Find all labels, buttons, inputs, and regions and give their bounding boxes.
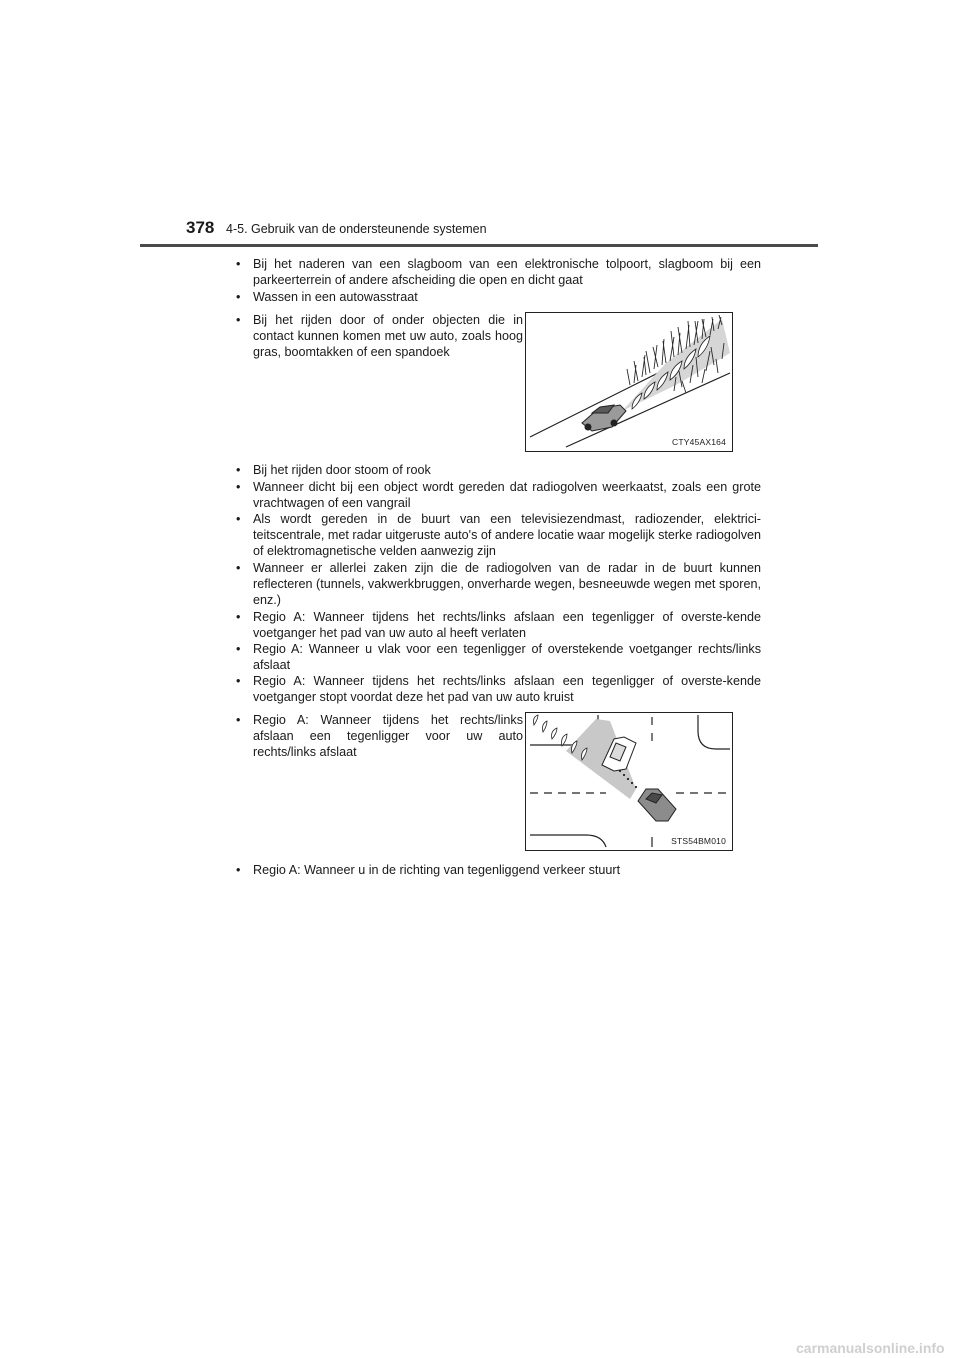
list-item: • Regio A: Wanneer tijdens het rechts/links afslaan een tegenligger of overste-kende voetganger het pad van uw auto al heeft verlaten: [236, 609, 761, 641]
header-rule: [140, 244, 818, 247]
list-item: • Regio A: Wanneer tijdens het rechts/links afslaan een tegenligger voor uw auto rechts/links afslaat: [236, 712, 523, 761]
intersection-turning-cars-illustration: [526, 713, 732, 850]
turn-figure: [525, 712, 733, 851]
list-item: • Bij het rijden door stoom of rook: [236, 462, 761, 478]
list-item: • Wassen in een autowasstraat: [236, 289, 761, 305]
list-item: • Als wordt gereden in de buurt van een televisiezendmast, radiozender, elektrici-teitscentrale, met radar uitgeruste auto's of andere locatie waar mogelijk sterke radiogolven of elektromagnetische velden aanwezig zijn: [236, 511, 761, 560]
list-item: • Bij het rijden door of onder objecten die in contact kunnen komen met uw auto, zoals hoog gras, boomtakken of een spandoek: [236, 312, 523, 361]
page-number: 378: [186, 218, 215, 237]
watermark: carmanualsonline.info: [796, 1340, 945, 1356]
list-item: • Regio A: Wanneer u vlak voor een tegenligger of overstekende voetganger rechts/links afslaat: [236, 641, 761, 673]
list-item: • Regio A: Wanneer u in de richting van tegenliggend verkeer stuurt: [236, 862, 761, 878]
list-item: • Bij het naderen van een slagboom van een elektronische tolpoort, slagboom bij een parkeerterrein of andere afscheiding die open en dicht gaat: [236, 256, 761, 288]
list-item: • Wanneer dicht bij een object wordt gereden dat radiogolven weerkaatst, zoals een grote vrachtwagen of een vangrail: [236, 479, 761, 511]
figure-code: CTY45AX164: [672, 437, 726, 447]
grass-figure: [525, 312, 733, 452]
list-item: • Regio A: Wanneer tijdens het rechts/links afslaan een tegenligger of overste-kende voetganger stopt voordat deze het pad van uw auto kruist: [236, 673, 761, 705]
figure-code: STS54BM010: [671, 836, 726, 846]
list-item: • Wanneer er allerlei zaken zijn die de radiogolven van de radar in de buurt kunnen reflecteren (tunnels, vakwerkbruggen, onverharde wegen, besneeuwde wegen met sporen, enz.): [236, 560, 761, 609]
section-title: 4-5. Gebruik van de ondersteunende systemen: [226, 222, 487, 236]
car-driving-through-tall-grass-illustration: [526, 313, 732, 451]
